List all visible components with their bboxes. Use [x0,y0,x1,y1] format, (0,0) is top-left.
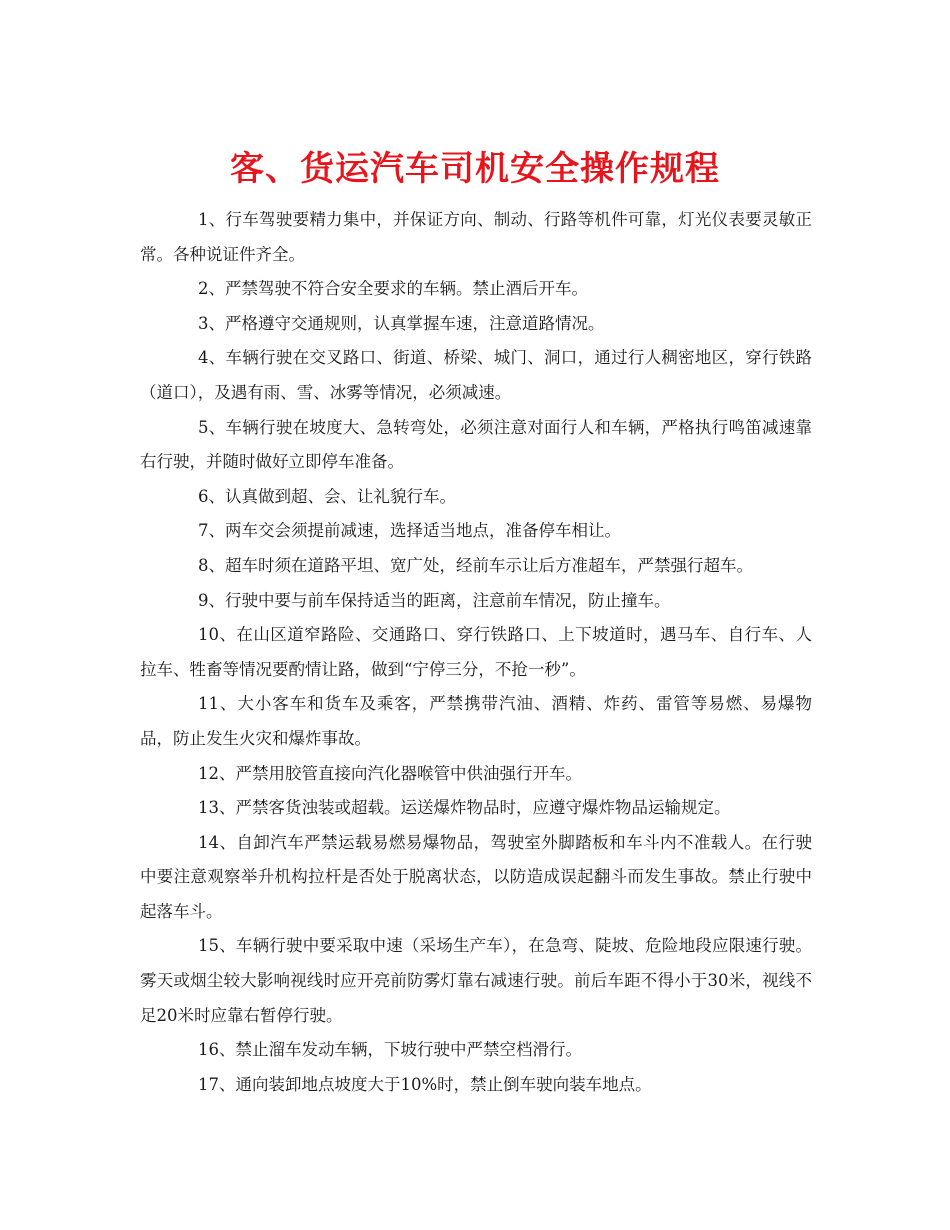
rule-paragraph: 6、认真做到超、会、让礼貌行车。 [198,486,456,506]
rule-paragraph: 14、自卸汽车严禁运载易燃易爆物品，驾驶室外脚踏板和车斗内不准载人。在行驶中要注意观察举升机构拉杆是否处于脱离状态，以防造成误起翻斗而发生事故。禁止行驶中起落车斗。 [140,832,812,921]
rule-paragraph: 3、严格遵守交通规则，认真掌握车速，注意道路情况。 [198,313,605,333]
rule-paragraph: 15、车辆行驶中要采取中速（采场生产车），在急弯、陡坡、危险地段应限速行驶。雾天或烟尘较大影响视线时应开亮前防雾灯靠右减速行驶。前后车距不得小于30米，视线不足20米时应靠右暂停行驶。 [140,936,812,1025]
rule-paragraph: 17、通向装卸地点坡度大于10%时，禁止倒车驶向装车地点。 [198,1074,652,1094]
rule-paragraph: 8、超车时须在道路平坦、宽广处，经前车示让后方准超车，严禁强行超车。 [198,555,753,575]
rule-paragraph: 1、行车驾驶要精力集中，并保证方向、制动、行路等机件可靠，灯光仪表要灵敏正常。各种说证件齐全。 [140,210,812,264]
rule-paragraph: 7、两车交会须提前减速，选择适当地点，准备停车相让。 [198,521,621,541]
document-title: 客、货运汽车司机安全操作规程 [230,148,720,189]
rule-paragraph: 16、禁止溜车发动车辆，下坡行驶中严禁空档滑行。 [198,1040,582,1060]
rule-paragraph: 12、严禁用胶管直接向汽化器喉管中供油强行开车。 [198,763,582,783]
rule-paragraph: 13、严禁客货浊装或超载。运送爆炸物品时，应遵守爆炸物品运输规定。 [198,798,731,818]
rule-paragraph: 9、行驶中要与前车保持适当的距离，注意前车情况，防止撞车。 [198,590,671,610]
rule-paragraph: 11、大小客车和货车及乘客，严禁携带汽油、酒精、炸药、雷管等易燃、易爆物品，防止发生火灾和爆炸事故。 [140,694,812,748]
rule-paragraph: 4、车辆行驶在交叉路口、街道、桥梁、城门、洞口，通过行人稠密地区，穿行铁路（道口），及遇有雨、雪、冰雾等情况，必须减速。 [140,348,812,402]
rule-paragraph: 5、车辆行驶在坡度大、急转弯处，必须注意对面行人和车辆，严格执行鸣笛减速靠右行驶，并随时做好立即停车准备。 [140,417,812,472]
rule-paragraph: 2、严禁驾驶不符合安全要求的车辆。禁止酒后开车。 [198,279,588,299]
rule-paragraph: 10、在山区道窄路险、交通路口、穿行铁路口、上下坡道时，遇马车、自行车、人拉车、牲畜等情况要酌情让路，做到“宁停三分，不抢一秒”。 [140,625,812,679]
document-body [140,203,812,1102]
